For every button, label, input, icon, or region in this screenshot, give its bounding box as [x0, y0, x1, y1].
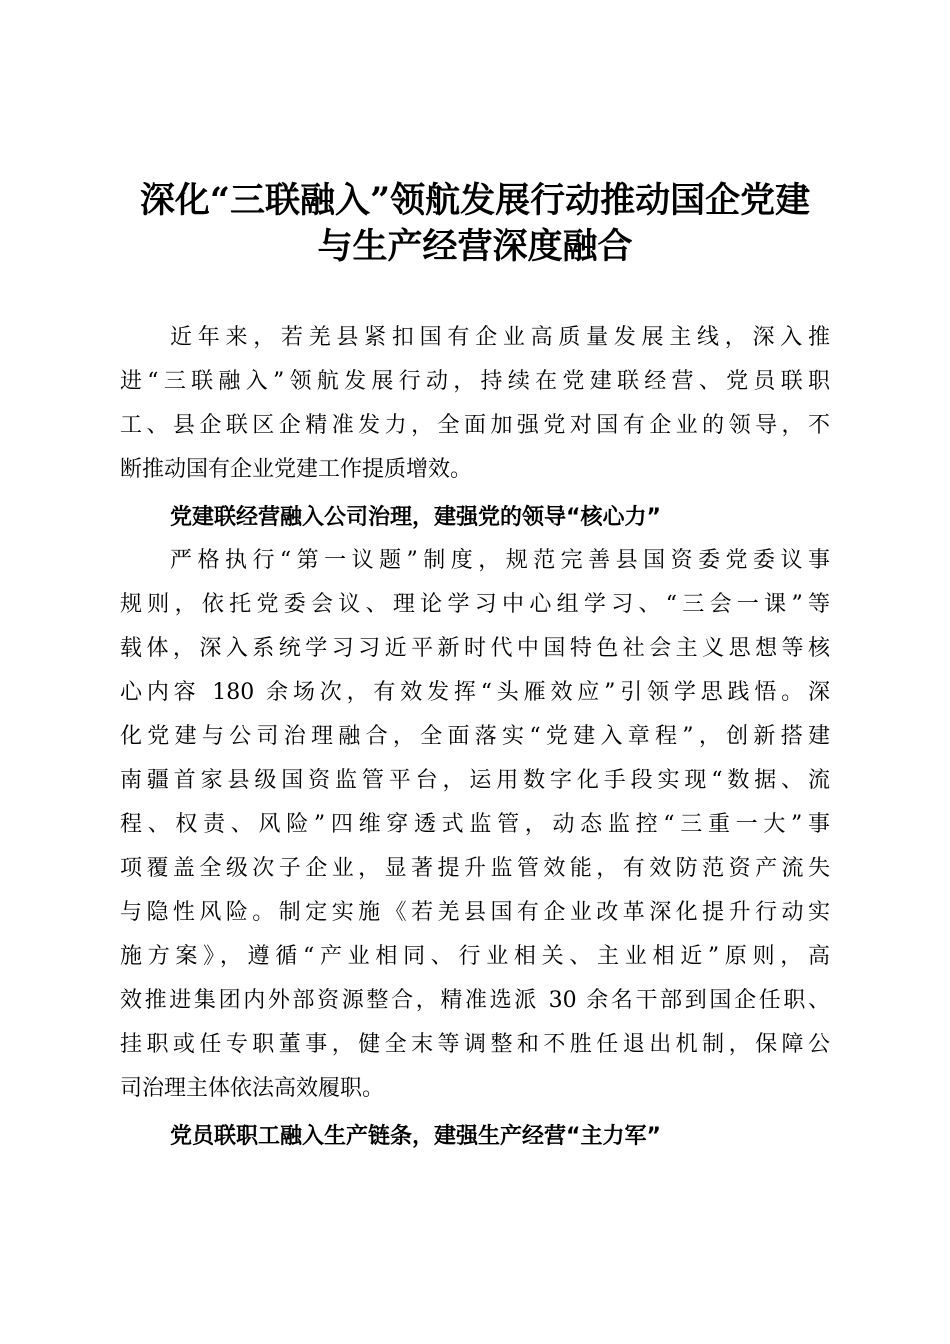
section1-line: 规则，依托党委会议、理论学习中心组学习、“三会一课”等 [120, 592, 830, 617]
section1-line: 载体，深入系统学习习近平新时代中国特色社会主义思想等核 [120, 636, 830, 661]
section1-line: 挂职或任专职董事，健全末等调整和不胜任退出机制，保障公 [120, 1032, 830, 1057]
document-title-line-2: 与生产经营深度融合 [317, 226, 633, 267]
section1-line: 施方案》，遵循“产业相同、行业相关、主业相近”原则，高 [120, 944, 830, 969]
section-heading-1: 党建联经营融入公司治理，建强党的领导“核心力” [170, 505, 661, 530]
intro-line: 断推动国有企业党建工作提质增效。 [120, 457, 473, 482]
section1-line: 效推进集团内外部资源整合，精准选派 30 余名干部到国企任职、 [120, 988, 830, 1013]
section1-line: 司治理主体依法高效履职。 [120, 1076, 385, 1101]
section-heading-2: 党员联职工融入生产链条，建强生产经营“主力军” [170, 1124, 661, 1149]
section1-line: 程、权责、风险”四维穿透式监管，动态监控“三重一大”事 [120, 812, 830, 837]
document-title-line-1: 深化“三联融入”领航发展行动推动国企党建 [139, 180, 811, 221]
section1-line: 心内容 180 余场次，有效发挥“头雁效应”引领学思践悟。深 [120, 680, 830, 705]
section1-line: 与隐性风险。制定实施《若羌县国有企业改革深化提升行动实 [120, 900, 830, 925]
section1-line: 南疆首家县级国资监管平台，运用数字化手段实现“数据、流 [120, 768, 830, 793]
intro-line: 近年来，若羌县紧扣国有企业高质量发展主线，深入推 [170, 325, 830, 350]
section1-line: 化党建与公司治理融合，全面落实“党建入章程”，创新搭建 [120, 724, 830, 749]
section1-line: 严格执行“第一议题”制度，规范完善县国资委党委议事 [170, 548, 830, 573]
section1-line: 项覆盖全级次子企业，显著提升监管效能，有效防范资产流失 [120, 856, 830, 881]
intro-line: 工、县企联区企精准发力，全面加强党对国有企业的领导，不 [120, 413, 830, 438]
intro-line: 进“三联融入”领航发展行动，持续在党建联经营、党员联职 [120, 369, 830, 394]
